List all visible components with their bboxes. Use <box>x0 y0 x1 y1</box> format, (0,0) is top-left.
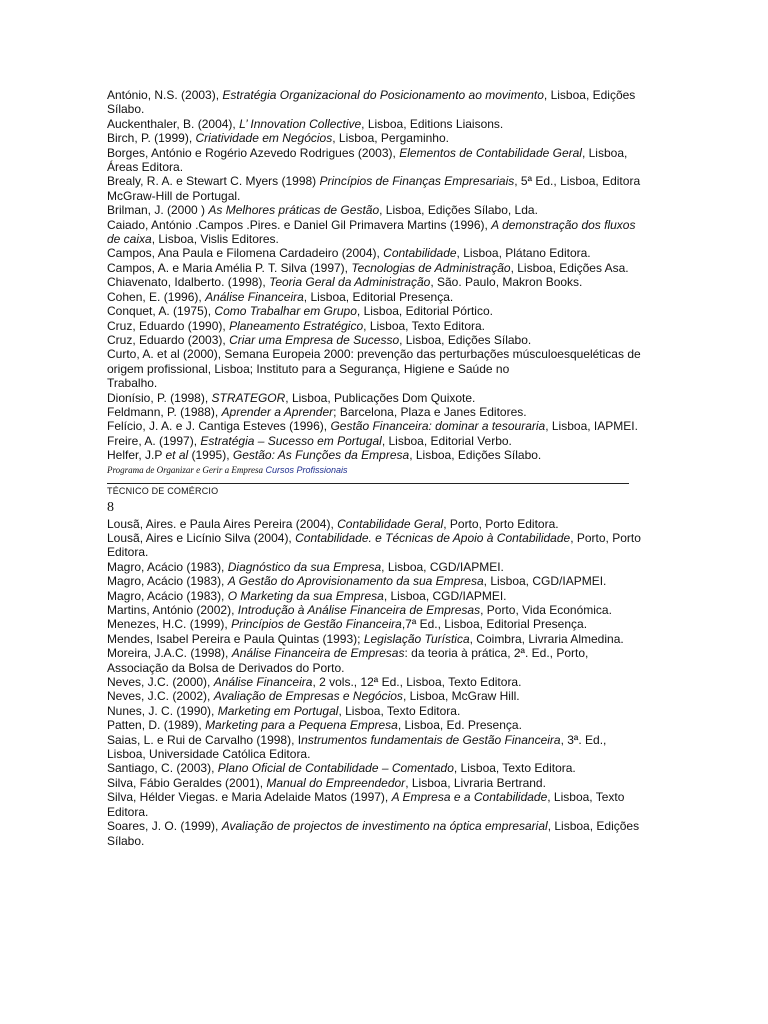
reference-entry: Neves, J.C. (2000), Análise Financeira, 2 vols., 12ª Ed., Lisboa, Texto Editora. <box>107 675 522 690</box>
program-title: Programa de Organizar e Gerir a Empresa <box>107 464 263 475</box>
reference-entry: Martins, António (2002), Introdução à Análise Financeira de Empresas, Porto, Vida Económica. <box>107 603 612 617</box>
footer-divider <box>107 483 629 484</box>
reference-entry: Campos, Ana Paula e Filomena Cardadeiro (2004), Contabilidade, Lisboa, Plátano Editora. <box>107 246 591 261</box>
reference-entry: Conquet, A. (1975), Como Trabalhar em Grupo, Lisboa, Editorial Pórtico. <box>107 304 493 319</box>
references-top <box>107 88 647 463</box>
reference-entry: Cruz, Eduardo (2003), Criar uma Empresa de Sucesso, Lisboa, Edições Sílabo. <box>107 332 532 347</box>
reference-entry: Lousã, Aires e Licínio Silva (2004), Contabilidade. e Técnicas de Apoio à Contabilidade, Porto, Porto Editora. <box>107 530 641 560</box>
reference-entry: Cruz, Eduardo (1990), Planeamento Estratégico, Lisboa, Texto Editora. <box>107 318 486 333</box>
reference-entry: Borges, António e Rogério Azevedo Rodrigues (2003), Elementos de Contabilidade Geral, Lisboa, Áreas Editora. <box>107 145 628 175</box>
courses-label: Cursos Profissionais <box>265 464 348 475</box>
reference-entry: Brealy, R. A. e Stewart C. Myers (1998) Princípios de Finanças Empresariais, 5ª Ed., Lisboa, Editora McGraw-Hill de Portugal. <box>107 174 641 203</box>
reference-entry-continuation: Trabalho. <box>107 376 158 391</box>
reference-entry: Campos, A. e Maria Amélia P. T. Silva (1997), Tecnologias de Administração, Lisboa, Edições Asa. <box>107 260 629 275</box>
reference-entry: Neves, J.C. (2002), Avaliação de Empresas e Negócios, Lisboa, McGraw Hill. <box>107 689 520 704</box>
reference-entry: António, N.S. (2003), Estratégia Organizacional do Posicionamento ao movimento, Lisboa, Edições Sílabo. <box>107 88 636 117</box>
page-footer <box>107 463 647 517</box>
reference-entry: Patten, D. (1989), Marketing para a Pequena Empresa, Lisboa, Ed. Presença. <box>107 718 522 733</box>
reference-entry: Caiado, António .Campos .Pires. e Daniel Gil Primavera Martins (1996), A demonstração dos fluxos de caixa, Lisboa, Vislis Editores. <box>107 217 636 247</box>
reference-entry: Brilman, J. (2000 ) As Melhores práticas de Gestão, Lisboa, Edições Sílabo, Lda. <box>107 203 538 218</box>
reference-entry: Felício, J. A. e J. Cantiga Esteves (1996), Gestão Financeira: dominar a tesouraria, Lisboa, IAPMEI. <box>107 419 638 434</box>
reference-entry: Helfer, J.P et al (1995), Gestão: As Funções da Empresa, Lisboa, Edições Sílabo. <box>107 448 542 463</box>
document-page <box>107 88 647 848</box>
reference-entry: Mendes, Isabel Pereira e Paula Quintas (1993); Legislação Turística, Coimbra, Livraria Almedina. <box>107 631 624 646</box>
footer-program-line <box>107 463 647 476</box>
reference-entry: Freire, A. (1997), Estratégia – Sucesso em Portugal, Lisboa, Editorial Verbo. <box>107 433 512 448</box>
reference-entry: Feldmann, P. (1988), Aprender a Aprender; Barcelona, Plaza e Janes Editores. <box>107 404 527 419</box>
reference-entry: Magro, Acácio (1983), Diagnóstico da sua Empresa, Lisboa, CGD/IAPMEI. <box>107 559 504 574</box>
reference-entry: Saias, L. e Rui de Carvalho (1998), Instrumentos fundamentais de Gestão Financeira, 3ª. Ed., Lisboa, Universidade Católica Editora. <box>107 732 607 762</box>
references-bottom <box>107 517 647 848</box>
reference-entry: Soares, J. O. (1999), Avaliação de projectos de investimento na óptica empresarial, Lisboa, Edições Sílabo. <box>107 819 640 848</box>
reference-entry: Chiavenato, Idalberto. (1998), Teoria Geral da Administração, São. Paulo, Makron Books. <box>107 275 583 290</box>
reference-entry: Silva, Hélder Viegas. e Maria Adelaide Matos (1997), A Empresa e a Contabilidade, Lisboa, Texto Editora. <box>107 790 625 819</box>
reference-entry: Lousã, Aires. e Paula Aires Pereira (2004), Contabilidade Geral, Porto, Porto Editora. <box>107 516 559 531</box>
reference-entry: Magro, Acácio (1983), O Marketing da sua Empresa, Lisboa, CGD/IAPMEI. <box>107 588 507 603</box>
reference-entry: Silva, Fábio Geraldes (2001), Manual do Empreendedor, Lisboa, Livraria Bertrand. <box>107 775 546 790</box>
reference-entry: Dionísio, P. (1998), STRATEGOR, Lisboa, Publicações Dom Quixote. <box>107 390 476 405</box>
reference-entry: Nunes, J. C. (1990), Marketing em Portugal, Lisboa, Texto Editora. <box>107 703 461 718</box>
reference-entry: Cohen, E. (1996), Análise Financeira, Lisboa, Editorial Presença. <box>107 289 454 304</box>
course-title: TÉCNICO DE COMÉRCIO <box>107 485 219 496</box>
reference-entry: Santiago, C. (2003), Plano Oficial de Contabilidade – Comentado, Lisboa, Texto Editora. <box>107 761 576 776</box>
page-number: 8 <box>107 499 114 515</box>
reference-entry: Auckenthaler, B. (2004), L’ Innovation Collective, Lisboa, Editions Liaisons. <box>107 116 504 131</box>
reference-entry: Curto, A. et al (2000), Semana Europeia 2000: prevenção das perturbações músculoesqueléticas de origem profissional, Lisboa; Instituto para a Segurança, Higiene e Saúde no <box>107 347 641 376</box>
reference-entry: Menezes, H.C. (1999), Princípios de Gestão Financeira,7ª Ed., Lisboa, Editorial Presença. <box>107 617 588 632</box>
reference-entry: Birch, P. (1999), Criatividade em Negócios, Lisboa, Pergaminho. <box>107 131 449 146</box>
reference-entry: Magro, Acácio (1983), A Gestão do Aprovisionamento da sua Empresa, Lisboa, CGD/IAPMEI. <box>107 574 607 589</box>
reference-entry: Moreira, J.A.C. (1998), Análise Financeira de Empresas: da teoria à prática, 2ª. Ed., Porto, Associação da Bolsa de Derivados do Porto. <box>107 646 589 675</box>
